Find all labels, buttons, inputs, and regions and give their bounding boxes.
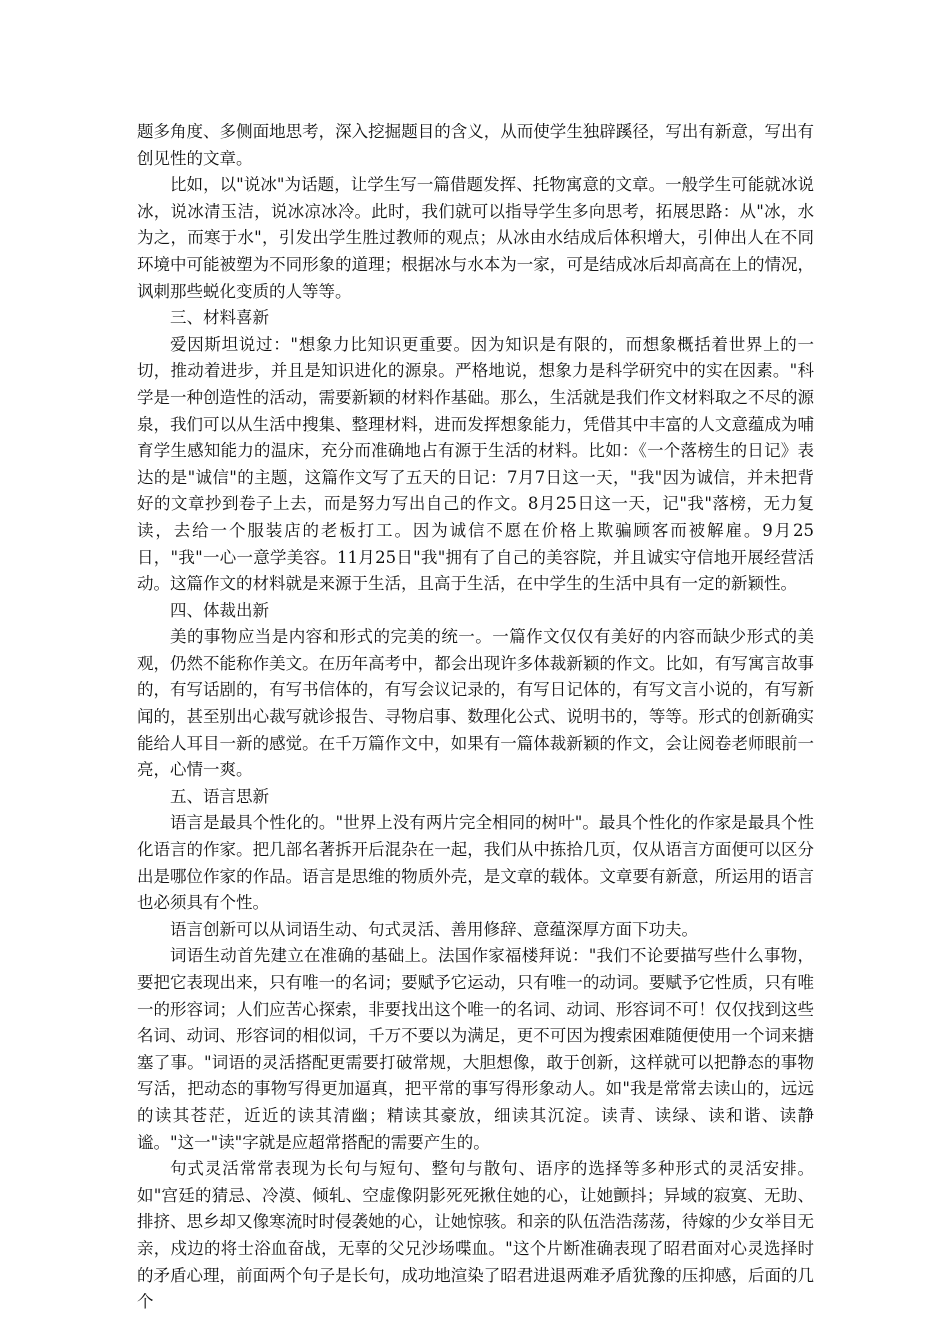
body-paragraph: 句式灵活常常表现为长句与短句、整句与散句、语序的选择等多种形式的灵活安排。如"宫廷的猜忌、冷漠、倾轧、空虚像阴影死死揪住她的心，让她颤抖；异域的寂寞、无助、排挤、思乡却又像寒流时时侵袭她的心，让她惊骇。和亲的队伍浩浩荡荡，待嫁的少女举目无亲，戍边的将士浴血奋战，无辜的父兄沙场喋血。"这个片断准确表现了昭君面对心灵选择时的矛盾心理，前面两个句子是长句，成功地渲染了昭君进退两难矛盾犹豫的压抑感，后面的几个 <box>137 1159 814 1312</box>
body-paragraph: 题多角度、多侧面地思考，深入挖掘题目的含义，从而使学生独辟蹊径，写出有新意，写出有创见性的文章。 <box>137 122 814 168</box>
body-paragraph: 爱因斯坦说过："想象力比知识更重要。因为知识是有限的，而想象概括着世界上的一切，推动着进步，并且是知识进化的源泉。严格地说，想象力是科学研究中的实在因素。"科学是一种创造性的活动，需要新颖的材料作基础。那么，生活就是我们作文材料取之不尽的源泉，我们可以从生活中搜集、整理材料，进而发挥想象能力，凭借其中丰富的人文意蕴成为哺育学生感知能力的温床，充分而准确地占有源于生活的材料。比如：《一个落榜生的日记》表达的是"诚信"的主题，这篇作文写了五天的日记：7月7日这一天，"我"因为诚信，并未把背好的文章抄到卷子上去，而是努力写出自己的作文。8月25日这一天，记"我"落榜，无力复读，去给一个服装店的老板打工。因为诚信不愿在价格上欺骗顾客而被解雇。9月25日，"我"一心一意学美容。11月25日"我"拥有了自己的美容院，并且诚实守信地开展经营活动。这篇作文的材料就是来源于生活，且高于生活，在中学生的生活中具有一定的新颖性。 <box>137 334 814 594</box>
document-body <box>137 119 814 1316</box>
body-paragraph: 比如，以"说冰"为话题，让学生写一篇借题发挥、托物寓意的文章。一般学生可能就冰说冰，说冰清玉洁，说冰凉冰冷。此时，我们就可以指导学生多向思考，拓展思路：从"冰，水为之，而寒于水"，引发出学生胜过教师的观点；从冰由水结成后体积增大，引伸出人在不同环境中可能被塑为不同形象的道理；根据冰与水本为一家，可是结成冰后却高高在上的情况，讽刺那些蜕化变质的人等等。 <box>137 175 814 301</box>
section-heading: 三、材料喜新 <box>170 308 269 328</box>
body-paragraph: 美的事物应当是内容和形式的完美的统一。一篇作文仅仅有美好的内容而缺少形式的美观，仍然不能称作美文。在历年高考中，都会出现许多体裁新颖的作文。比如，有写寓言故事的，有写话剧的，有写书信体的，有写会议记录的，有写日记体的，有写文言小说的，有写新闻的，甚至别出心裁写就诊报告、寻物启事、数理化公式、说明书的，等等。形式的创新确实能给人耳目一新的感觉。在千万篇作文中，如果有一篇体裁新颖的作文，会让阅卷老师眼前一亮，心情一爽。 <box>137 627 814 780</box>
body-paragraph: 语言创新可以从词语生动、句式灵活、善用修辞、意蕴深厚方面下功夫。 <box>170 919 698 939</box>
section-heading: 四、体裁出新 <box>170 600 269 620</box>
body-paragraph: 语言是最具个性化的。"世界上没有两片完全相同的树叶"。最具个性化的作家是最具个性化语言的作家。把几部名著拆开后混杂在一起，我们从中拣拾几页，仅从语言方面便可以区分出是哪位作家的作品。语言是思维的物质外壳，是文章的载体。文章要有新意，所运用的语言也必须具有个性。 <box>137 813 814 913</box>
body-paragraph: 词语生动首先建立在准确的基础上。法国作家福楼拜说："我们不论要描写些什么事物，要把它表现出来，只有唯一的名词；要赋予它运动，只有唯一的动词。要赋予它性质，只有唯一的形容词；人们应苦心探索，非要找出这个唯一的名词、动词、形容词不可！仅仅找到这些名词、动词、形容词的相似词，千万不要以为满足，更不可因为搜索困难随便使用一个词来搪塞了事。"词语的灵活搭配更需要打破常规，大胆想像，敢于创新，这样就可以把静态的事物写活，把动态的事物写得更加逼真，把平常的事写得形象动人。如"我是常常去读山的，远远的读其苍茫，近近的读其清幽；精读其豪放，细读其沉淀。读青、读绿、读和谐、读静谧。"这一"读"字就是应超常搭配的需要产生的。 <box>137 946 814 1152</box>
section-heading: 五、语言思新 <box>170 786 269 806</box>
